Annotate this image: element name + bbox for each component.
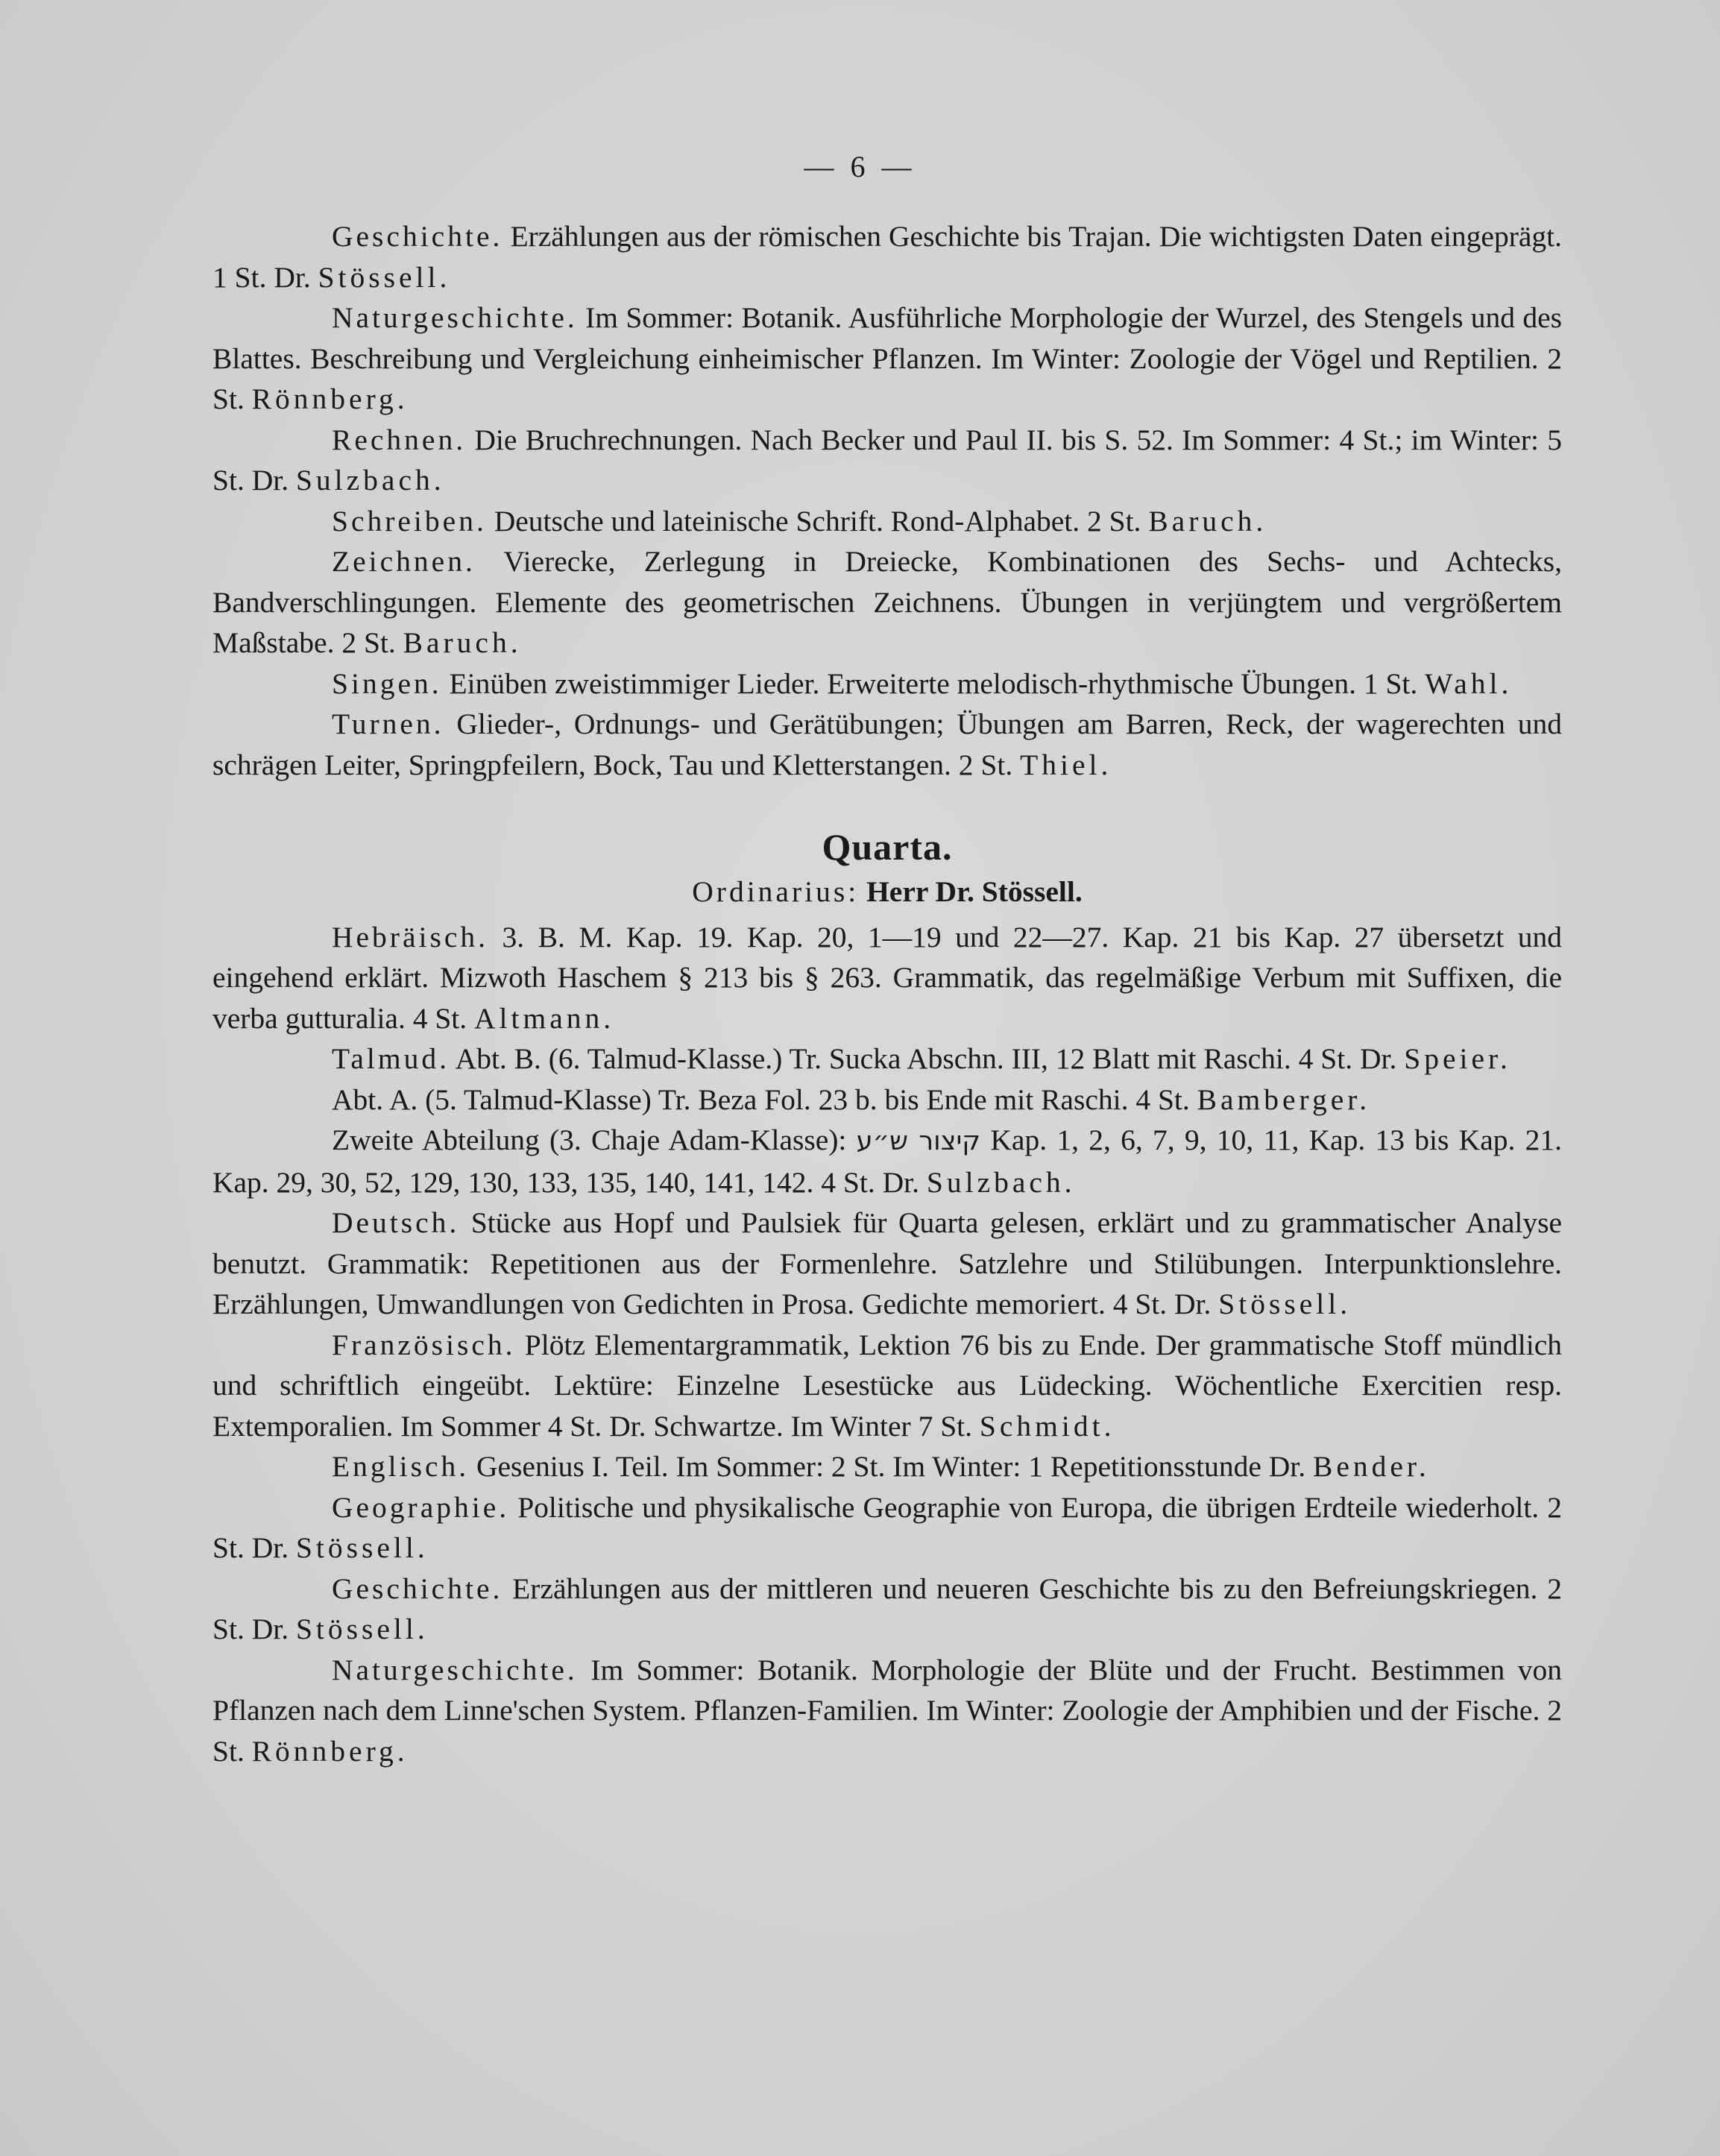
paragraph-geographie <box>212 1487 1562 1569</box>
paragraph-naturgeschichte <box>212 297 1562 420</box>
paragraph-text: Im Sommer: Botanik. Morphologie der Blüte und der Frucht. Bestimmen von Pflanzen nach dem Linne'schen System. Pflanzen-Familien. Im Winter: Zoologie der Amphibien und der Fische. 2 St. <box>212 1653 1562 1768</box>
teacher-name: Baruch. <box>403 626 522 659</box>
paragraph-naturgeschichte-quarta <box>212 1650 1562 1772</box>
paragraph-text: Erzählungen aus der römischen Geschichte bis Trajan. Die wichtigsten Daten eingeprägt. 1 St. Dr. <box>212 220 1562 294</box>
page-number: — 6 — <box>804 150 916 183</box>
paragraph-turnen <box>212 704 1562 785</box>
teacher-name: Bamberger. <box>1197 1082 1371 1116</box>
paragraph-text: Zweite Abteilung (3. Chaje Adam-Klasse): <box>332 1123 857 1156</box>
subject-label: Turnen. <box>332 707 444 740</box>
teacher-name: Stössell. <box>1218 1287 1352 1320</box>
teacher-name: Sulzbach. <box>926 1165 1076 1199</box>
teacher-name: Baruch. <box>1148 504 1267 538</box>
paragraph-englisch <box>212 1446 1562 1487</box>
paragraph-text: Abt. B. (6. Talmud-Klasse.) Tr. Sucka Abschn. III, 12 Blatt mit Raschi. 4 St. Dr. <box>449 1042 1405 1075</box>
ordinarius-line <box>212 871 1562 912</box>
paragraph-franzoesisch <box>212 1325 1562 1447</box>
subject-label: Geographie. <box>332 1490 510 1524</box>
paragraph-text: Glieder-, Ordnungs- und Gerätübungen; Übungen am Barren, Reck, der wagerechten und schrägen Leiter, Springpfeilern, Bock, Tau und Kletterstangen. 2 St. <box>212 707 1562 781</box>
subject-label: Französisch. <box>332 1328 516 1361</box>
subject-label: Englisch. <box>332 1450 470 1483</box>
teacher-name: Bender. <box>1313 1450 1430 1483</box>
teacher-name: Wahl. <box>1425 666 1513 700</box>
paragraph-text: Plötz Elementargrammatik, Lektion 76 bis zu Ende. Der grammatische Stoff mündlich und schriftlich eingeübt. Lektüre: Einzelne Lesestücke aus Lüdecking. Wöchentliche Exercitien resp. Extemporalien. Im Sommer 4 St. Dr. Schwartze. Im Winter 7 St. <box>212 1328 1562 1443</box>
paragraph-talmud-b <box>212 1038 1562 1079</box>
paragraph-text: Gesenius I. Teil. Im Sommer: 2 St. Im Winter: 1 Repetitionsstunde Dr. <box>469 1450 1314 1483</box>
subject-label: Hebräisch. <box>332 920 488 954</box>
paragraph-text: Abt. A. (5. Talmud-Klasse) Tr. Beza Fol. 23 b. bis Ende mit Raschi. 4 St. <box>332 1082 1197 1116</box>
paragraph-hebraeisch <box>212 917 1562 1039</box>
paragraph-talmud-a <box>212 1079 1562 1120</box>
paragraph-text: 3. B. M. Kap. 19. Kap. 20, 1—19 und 22—27. Kap. 21 bis Kap. 27 übersetzt und eingehend erklärt. Mizwoth Haschem § 213 bis § 263. Grammatik, das regelmäßige Verbum mit Suffixen, die verba gutturalia. 4 St. <box>212 920 1562 1035</box>
subject-label: Naturgeschichte. <box>332 1653 578 1686</box>
paragraph-deutsch <box>212 1202 1562 1325</box>
paragraph-text-cont: Kap. 1, 2, 6, 7, 9, 10, 11, Kap. 13 bis Kap. 21. Kap. 29, 30, 52, 129, 130, 133, 135, 140, 141, 142. 4 St. Dr. <box>212 1123 1562 1199</box>
ordinarius-name: Herr Dr. Stössell. <box>866 875 1083 908</box>
paragraph-zweite-abteilung <box>212 1120 1562 1202</box>
teacher-name: Thiel. <box>1020 748 1112 781</box>
ordinarius-label: Ordinarius: <box>692 875 860 908</box>
paragraph-rechnen <box>212 420 1562 501</box>
paragraph-text: Einüben zweistimmiger Lieder. Erweiterte melodisch-rhythmische Übungen. 1 St. <box>441 666 1426 700</box>
teacher-name: Stössell. <box>295 1531 429 1564</box>
subject-label: Schreiben. <box>332 504 487 538</box>
subject-label: Rechnen. <box>332 423 467 456</box>
paragraph-text: Die Bruchrechnungen. Nach Becker und Paul II. bis S. 52. Im Sommer: 4 St.; im Winter: 5 St. Dr. <box>212 423 1562 497</box>
paragraph-text: Im Sommer: Botanik. Ausführliche Morphologie der Wurzel, des Stengels und des Blattes. Beschreibung und Vergleichung einheimischer Pflanzen. Im Winter: Zoologie der Vögel und Reptilien. 2 St. <box>212 301 1562 415</box>
paragraph-text: Deutsche und lateinische Schrift. Rond-Alphabet. 2 St. <box>486 504 1149 538</box>
subject-label: Singen. <box>332 666 442 700</box>
paragraph-text: Vierecke, Zerlegung in Dreiecke, Kombinationen des Sechs- und Achtecks, Bandverschlingungen. Elemente des geometrischen Zeichnens. Übungen in verjüngtem und vergrößertem Maßstabe. 2 St. <box>212 545 1562 659</box>
subject-label: Naturgeschichte. <box>332 301 578 334</box>
teacher-name: Speier. <box>1404 1042 1511 1075</box>
teacher-name: Sulzbach. <box>295 464 445 497</box>
subject-label: Talmud. <box>332 1042 450 1075</box>
hebrew-title: קיצור ש״ע <box>856 1126 981 1156</box>
teacher-name: Stössell. <box>318 260 451 294</box>
paragraph-geschichte <box>212 216 1562 297</box>
paragraph-zeichnen <box>212 541 1562 663</box>
subject-label: Zeichnen. <box>332 545 476 578</box>
paragraph-singen <box>212 663 1562 705</box>
class-heading: Quarta. <box>822 826 953 868</box>
paragraph-text: Erzählungen aus der mittleren und neueren Geschichte bis zu den Befreiungskriegen. 2 St. Dr. <box>212 1572 1562 1645</box>
paragraph-text: Politische und physikalische Geographie von Europa, die übrigen Erdteile wiederholt. 2 St. Dr. <box>212 1490 1562 1564</box>
paragraph-schreiben <box>212 501 1562 542</box>
teacher-name: Rönnberg. <box>251 1734 409 1768</box>
teacher-name: Stössell. <box>295 1613 429 1645</box>
paragraph-text: Stücke aus Hopf und Paulsiek für Quarta gelesen, erklärt und zu grammatischer Analyse benutzt. Grammatik: Repetitionen aus der Formenlehre. Satzlehre und Stilübungen. Interpunktionslehre. Erzählungen, Umwandlungen von Gedichten in Prosa. Gedichte memoriert. 4 St. Dr. <box>212 1206 1562 1320</box>
subject-label: Deutsch. <box>332 1206 460 1239</box>
paragraph-geschichte-quarta <box>212 1569 1562 1650</box>
subject-label: Geschichte. <box>332 220 503 253</box>
teacher-name: Altmann. <box>474 1001 615 1035</box>
teacher-name: Rönnberg. <box>251 382 409 415</box>
teacher-name: Schmidt. <box>979 1409 1115 1443</box>
page-content <box>212 216 1562 1771</box>
subject-label: Geschichte. <box>332 1572 503 1605</box>
